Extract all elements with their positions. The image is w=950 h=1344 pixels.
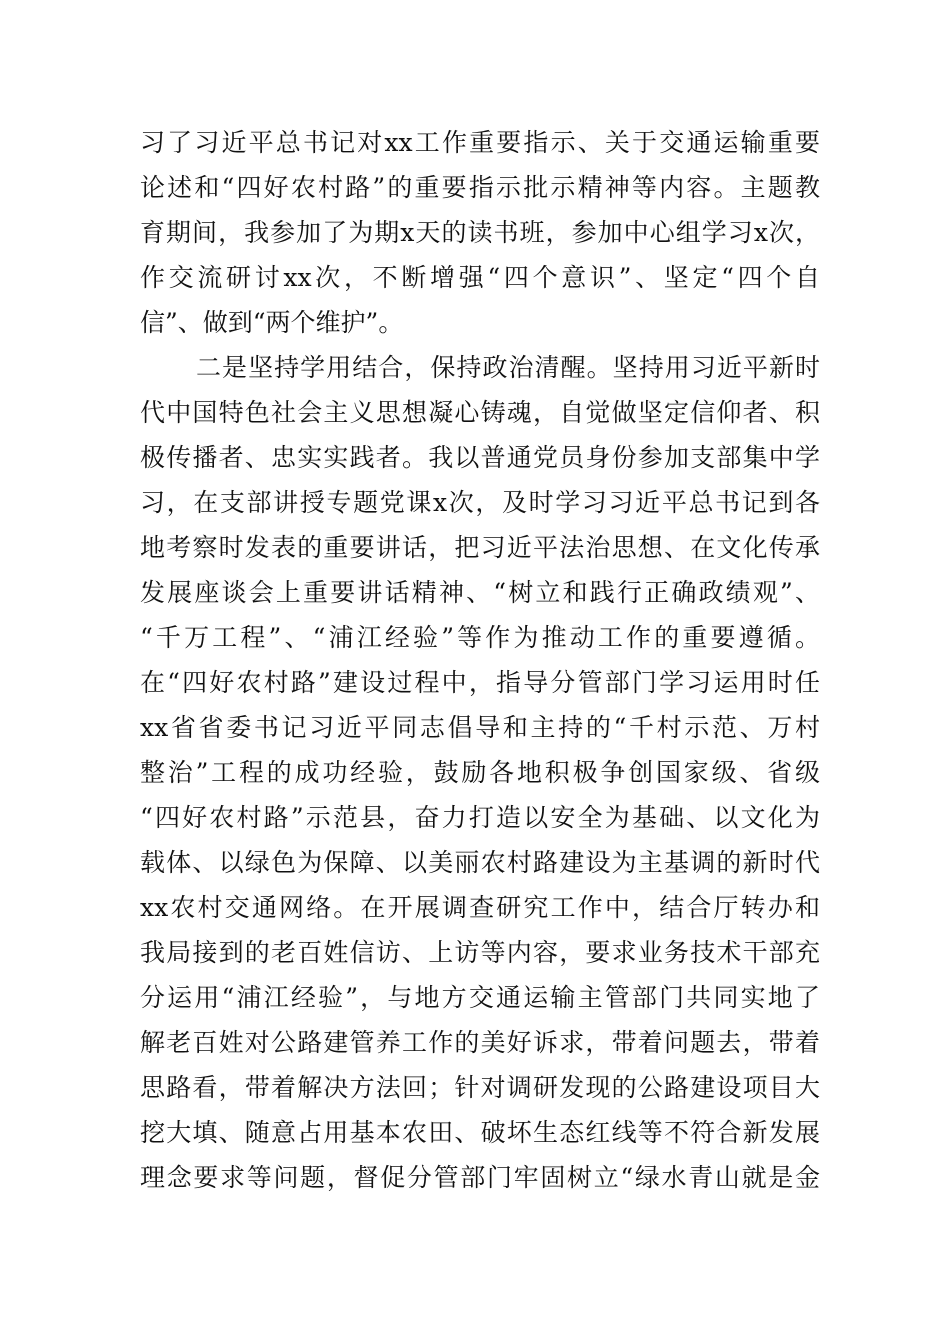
text-line: 习了习近平总书记对xx工作重要指示、关于交通运输重要 — [140, 128, 820, 157]
paragraph-start-line: 二是坚持学用结合，保持政治清醒。坚持用习近平新时 — [196, 353, 820, 382]
text-line: 作交流研讨xx次，不断增强“四个意识”、坚定“四个自 — [140, 263, 820, 292]
text-line: 习，在支部讲授专题党课x次，及时学习习近平总书记到各 — [140, 488, 820, 517]
text-line: 载体、以绿色为保障、以美丽农村路建设为主基调的新时代 — [140, 848, 820, 877]
text-line: 解老百姓对公路建管养工作的美好诉求，带着问题去，带着 — [140, 1028, 820, 1057]
text-line: 在“四好农村路”建设过程中，指导分管部门学习运用时任 — [140, 668, 820, 697]
text-line: “四好农村路”示范县，奋力打造以安全为基础、以文化为 — [140, 803, 820, 832]
text-line: “千万工程”、“浦江经验”等作为推动工作的重要遵循。 — [140, 623, 820, 652]
text-line: 思路看，带着解决方法回；针对调研发现的公路建设项目大 — [140, 1073, 820, 1102]
document-body — [140, 120, 820, 1200]
text-line: 分运用“浦江经验”，与地方交通运输主管部门共同实地了 — [140, 983, 820, 1012]
text-line: 极传播者、忠实实践者。我以普通党员身份参加支部集中学 — [140, 443, 820, 472]
text-line: 代中国特色社会主义思想凝心铸魂，自觉做坚定信仰者、积 — [140, 398, 820, 427]
text-line: 发展座谈会上重要讲话精神、“树立和践行正确政绩观”、 — [140, 578, 820, 607]
text-line: 论述和“四好农村路”的重要指示批示精神等内容。主题教 — [140, 173, 820, 202]
text-line: xx省省委书记习近平同志倡导和主持的“千村示范、万村 — [140, 713, 820, 742]
text-line: xx农村交通网络。在开展调查研究工作中，结合厅转办和 — [140, 893, 820, 922]
text-line: 理念要求等问题，督促分管部门牢固树立“绿水青山就是金 — [140, 1163, 820, 1192]
text-line: 我局接到的老百姓信访、上访等内容，要求业务技术干部充 — [140, 938, 820, 967]
text-line: 育期间，我参加了为期x天的读书班，参加中心组学习x次， — [140, 218, 820, 247]
text-line: 整治”工程的成功经验，鼓励各地积极争创国家级、省级 — [140, 758, 820, 787]
text-line: 地考察时发表的重要讲话，把习近平法治思想、在文化传承 — [140, 533, 820, 562]
text-line: 挖大填、随意占用基本农田、破坏生态红线等不符合新发展 — [140, 1118, 820, 1147]
text-line: 信”、做到“两个维护”。 — [140, 308, 404, 337]
